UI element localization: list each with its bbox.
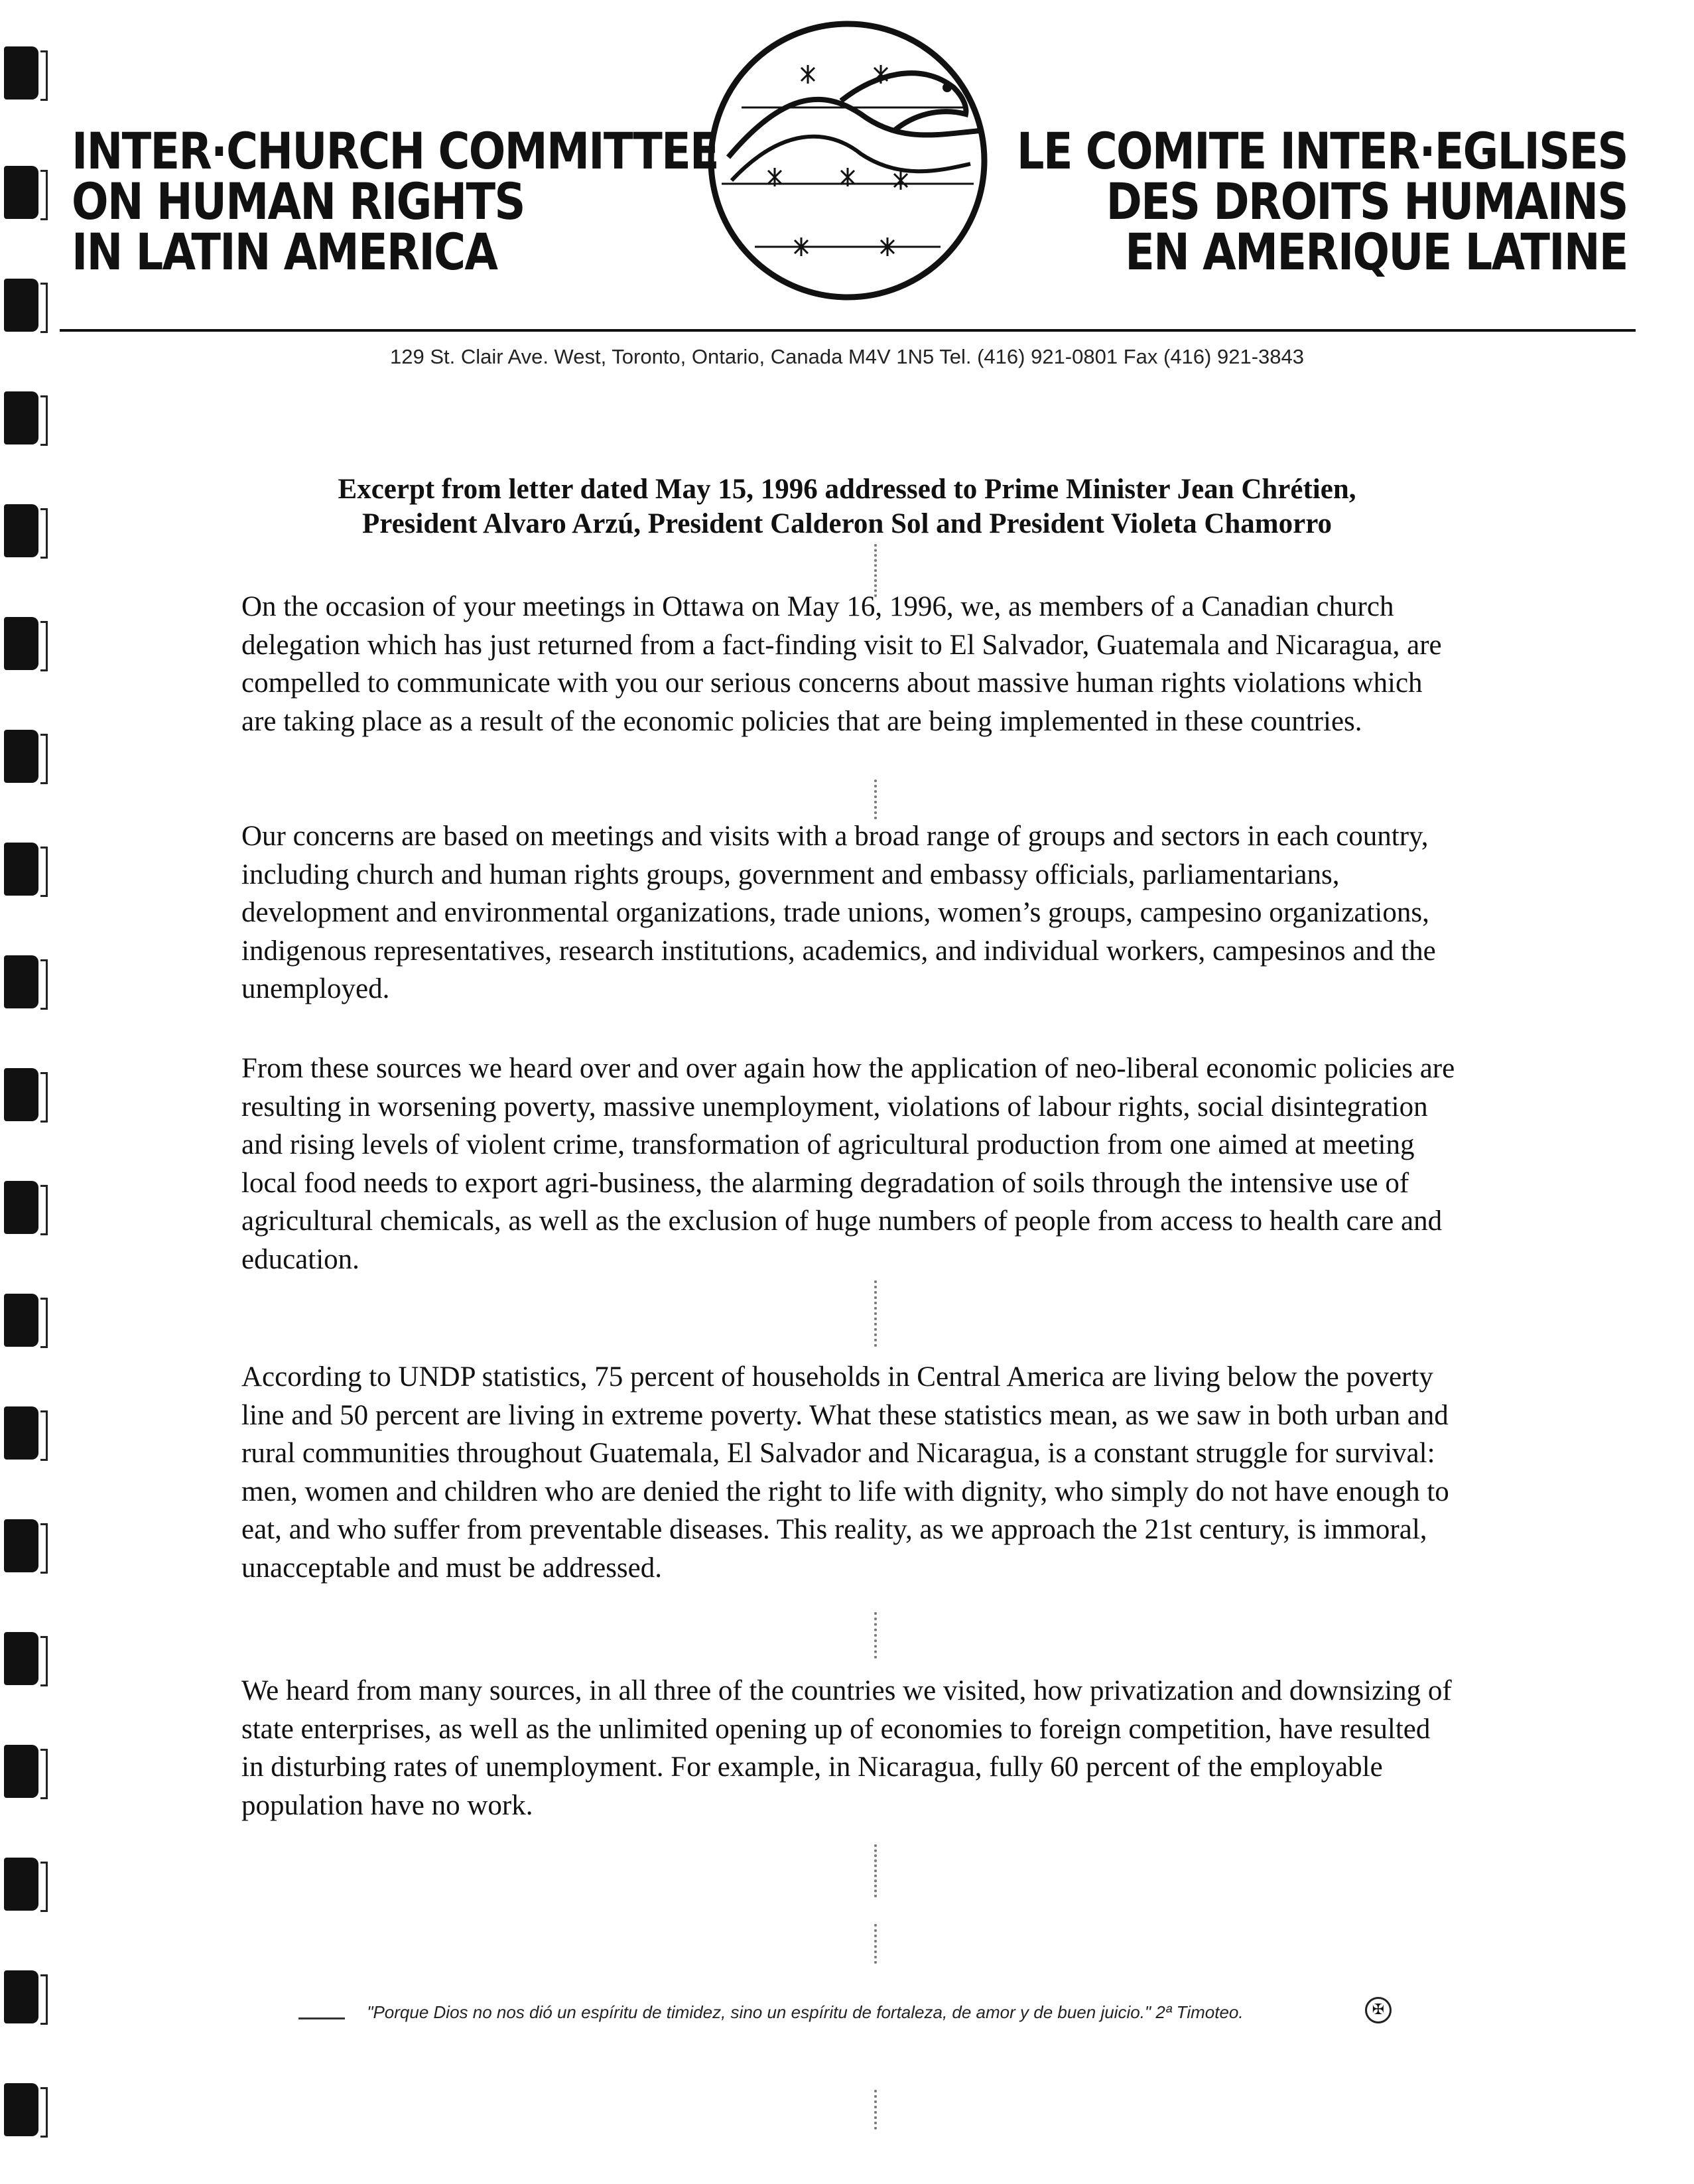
- body-paragraph: On the occasion of your meetings in Ottawa on May 16, 1996, we, as members of a Canadian church delegation which has just returned from a fact-finding visit to El Salvador, Guatemala and Nicaragua, are compelled to communicate with you our serious concerns about massive human rights violations which are taking place as a result of the economic policies that are being implemented in these countries.: [241, 591, 1442, 737]
- body-paragraph: We heard from many sources, in all three of the countries we visited, how privatization and downsizing of state enterprises, as well as the unlimited opening up of economies to foreign competition, have resulted in disturbing rates of unemployment. For example, in Nicaragua, fully 60 percent of the employable population have no work.: [241, 1675, 1452, 1821]
- org-name-line: INTER·CHURCH COMMITTEE: [72, 121, 718, 180]
- cross-emblem-icon: ✠: [1365, 1997, 1392, 2023]
- title-line: Excerpt from letter dated May 15, 1996 addressed to Prime Minister Jean Chrétien,: [338, 474, 1356, 505]
- binder-hole: [4, 1519, 38, 1572]
- binder-hole: [4, 955, 38, 1008]
- footer-ornament-icon: [298, 2008, 345, 2019]
- binder-hole: [4, 843, 38, 896]
- footer: [298, 2002, 1244, 2023]
- binder-hole: [4, 166, 38, 219]
- binder-hole: [4, 46, 38, 100]
- scan-artifact: [874, 780, 880, 819]
- scan-artifact: [874, 1924, 880, 1964]
- scan-artifact: [874, 544, 880, 597]
- binder-hole: [4, 1745, 38, 1798]
- scan-artifact: [874, 1280, 880, 1347]
- binder-hole: [4, 391, 38, 444]
- binder-hole: [4, 730, 38, 783]
- org-name-english: [72, 121, 718, 281]
- org-name-line: LE COMITE INTER·EGLISES: [1017, 121, 1628, 180]
- binder-hole: [4, 1858, 38, 1911]
- org-address: 129 St. Clair Ave. West, Toronto, Ontario, Canada M4V 1N5 Tel. (416) 921-0801 Fax (416) 921-3843: [389, 345, 1304, 368]
- binder-hole: [4, 504, 38, 557]
- dove-barbed-wire-globe-icon: [702, 15, 994, 307]
- footer-quote: "Porque Dios no nos dió un espíritu de timidez, sino un espíritu de fortaleza, de amor y de buen juicio." 2ª Timoteo.: [367, 2002, 1244, 2022]
- binder-hole: [4, 1181, 38, 1234]
- org-name-french: [1017, 121, 1628, 281]
- scan-artifact: [874, 1612, 880, 1659]
- scan-artifact: [874, 1844, 880, 1897]
- binder-hole: [4, 1068, 38, 1121]
- org-name-line: IN LATIN AMERICA: [72, 222, 497, 281]
- org-name-line: ON HUMAN RIGHTS: [72, 172, 525, 231]
- org-name-line: EN AMERIQUE LATINE: [1125, 222, 1628, 281]
- binder-hole: [4, 617, 38, 670]
- title-line: President Alvaro Arzú, President Calderon Sol and President Violeta Chamorro: [362, 508, 1332, 539]
- binder-hole: [4, 1632, 38, 1685]
- header-divider: [60, 329, 1636, 332]
- body-paragraph: Our concerns are based on meetings and visits with a broad range of groups and sectors in each country, including church and human rights groups, government and embassy officials, parliamentarians, development and environmental organizations, trade unions, women’s groups, campesino organizations, indigenous representatives, research institutions, academics, and individual workers, campesinos and the unemployed.: [241, 821, 1436, 1004]
- scan-artifact: [874, 2090, 880, 2130]
- org-name-line: DES DROITS HUMAINS: [1106, 172, 1628, 231]
- binder-hole: [4, 279, 38, 332]
- body-paragraph: From these sources we heard over and over again how the application of neo-liberal economic policies are resulting in worsening poverty, massive unemployment, violations of labour rights, social disintegration and rising levels of violent crime, transformation of agricultural production from one aimed at meeting local food needs to export agri-business, the alarming degradation of soils through the intensive use of agricultural chemicals, as well as the exclusion of huge numbers of people from access to health care and education.: [241, 1053, 1455, 1275]
- binder-hole: [4, 1406, 38, 1460]
- document-title: [133, 472, 1561, 541]
- body-paragraph: According to UNDP statistics, 75 percent of households in Central America are living below the poverty line and 50 percent are living in extreme poverty. What these statistics mean, as we saw in both urban and rural communities throughout Guatemala, El Salvador and Nicaragua, is a constant struggle for survival: men, women and children who are denied the right to life with dignity, who simply do not have enough to eat, and who suffer from preventable diseases. This reality, as we approach the 21st century, is immoral, unacceptable and must be addressed.: [241, 1361, 1449, 1584]
- binder-hole: [4, 1294, 38, 1347]
- binder-holes: [0, 0, 53, 2184]
- binder-hole: [4, 1970, 38, 2023]
- binder-hole: [4, 2083, 38, 2136]
